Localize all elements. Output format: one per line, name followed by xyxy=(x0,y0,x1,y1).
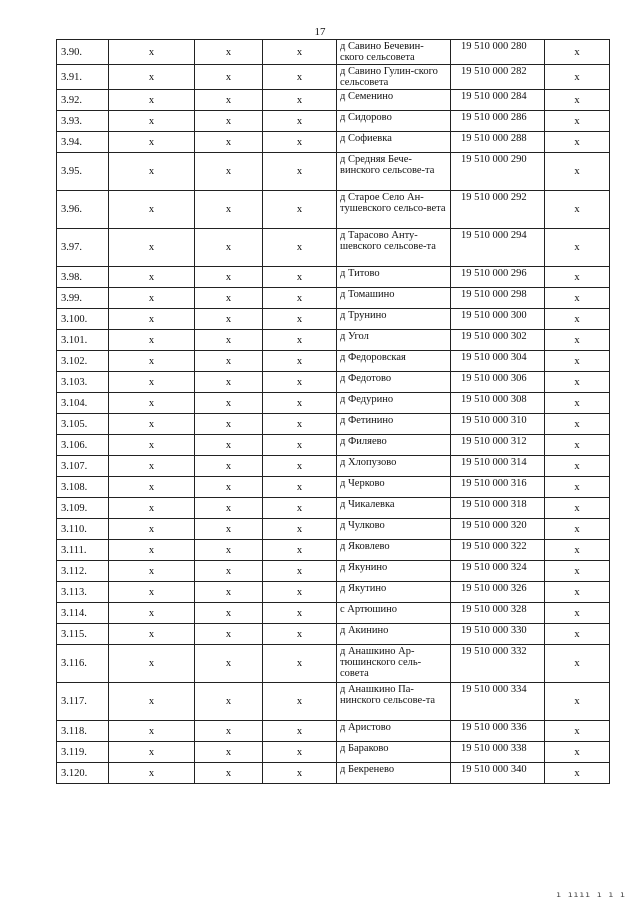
settlement-name: д Трунино xyxy=(337,309,451,330)
row-number: 3.110. xyxy=(57,519,109,540)
cell-col2: x xyxy=(109,309,195,330)
row-number: 3.96. xyxy=(57,191,109,229)
settlement-name: д Черково xyxy=(337,477,451,498)
row-number: 3.118. xyxy=(57,721,109,742)
cell-col3: x xyxy=(195,763,263,784)
table-row xyxy=(57,153,610,191)
cell-col2: x xyxy=(109,498,195,519)
cell-col7: x xyxy=(545,40,610,65)
cell-col4: x xyxy=(263,372,337,393)
row-number: 3.109. xyxy=(57,498,109,519)
settlement-name: д Савино Бечевин-ского сельсовета xyxy=(337,40,451,65)
cell-col2: x xyxy=(109,153,195,191)
settlement-name: д Тарасово Анту-шевского сельсове-та xyxy=(337,229,451,267)
row-number: 3.90. xyxy=(57,40,109,65)
cell-col3: x xyxy=(195,330,263,351)
table-row xyxy=(57,742,610,763)
cell-col4: x xyxy=(263,40,337,65)
row-number: 3.99. xyxy=(57,288,109,309)
cell-col2: x xyxy=(109,267,195,288)
table-row xyxy=(57,645,610,683)
row-number: 3.101. xyxy=(57,330,109,351)
oktmo-code: 19 510 000 306 xyxy=(451,372,545,393)
settlement-name: д Угол xyxy=(337,330,451,351)
cell-col3: x xyxy=(195,582,263,603)
settlement-name: с Артюшино xyxy=(337,603,451,624)
cell-col4: x xyxy=(263,721,337,742)
cell-col4: x xyxy=(263,435,337,456)
cell-col4: x xyxy=(263,351,337,372)
table-row xyxy=(57,498,610,519)
oktmo-code: 19 510 000 316 xyxy=(451,477,545,498)
settlement-name: д Акинино xyxy=(337,624,451,645)
oktmo-code: 19 510 000 286 xyxy=(451,111,545,132)
oktmo-code: 19 510 000 282 xyxy=(451,65,545,90)
cell-col2: x xyxy=(109,477,195,498)
oktmo-code: 19 510 000 300 xyxy=(451,309,545,330)
cell-col7: x xyxy=(545,645,610,683)
settlement-name: д Чикалевка xyxy=(337,498,451,519)
table-row xyxy=(57,351,610,372)
cell-col4: x xyxy=(263,229,337,267)
cell-col3: x xyxy=(195,153,263,191)
table-row xyxy=(57,111,610,132)
settlement-name: д Фетинино xyxy=(337,414,451,435)
cell-col2: x xyxy=(109,351,195,372)
cell-col2: x xyxy=(109,456,195,477)
settlement-name: д Томашино xyxy=(337,288,451,309)
oktmo-code: 19 510 000 330 xyxy=(451,624,545,645)
cell-col2: x xyxy=(109,721,195,742)
table-row xyxy=(57,288,610,309)
cell-col2: x xyxy=(109,414,195,435)
row-number: 3.95. xyxy=(57,153,109,191)
table-row xyxy=(57,229,610,267)
cell-col4: x xyxy=(263,456,337,477)
cell-col4: x xyxy=(263,603,337,624)
cell-col3: x xyxy=(195,721,263,742)
oktmo-code: 19 510 000 298 xyxy=(451,288,545,309)
table-row xyxy=(57,309,610,330)
row-number: 3.112. xyxy=(57,561,109,582)
cell-col2: x xyxy=(109,229,195,267)
row-number: 3.94. xyxy=(57,132,109,153)
cell-col2: x xyxy=(109,90,195,111)
settlement-name: д Филяево xyxy=(337,435,451,456)
cell-col3: x xyxy=(195,40,263,65)
cell-col4: x xyxy=(263,477,337,498)
cell-col7: x xyxy=(545,498,610,519)
cell-col2: x xyxy=(109,65,195,90)
settlement-name: д Бекренево xyxy=(337,763,451,784)
oktmo-code: 19 510 000 334 xyxy=(451,683,545,721)
row-number: 3.113. xyxy=(57,582,109,603)
cell-col4: x xyxy=(263,519,337,540)
table-row xyxy=(57,90,610,111)
cell-col2: x xyxy=(109,561,195,582)
settlement-name: д Титово xyxy=(337,267,451,288)
cell-col2: x xyxy=(109,683,195,721)
table-row xyxy=(57,435,610,456)
cell-col7: x xyxy=(545,477,610,498)
cell-col7: x xyxy=(545,309,610,330)
table-row xyxy=(57,132,610,153)
row-number: 3.100. xyxy=(57,309,109,330)
cell-col7: x xyxy=(545,519,610,540)
cell-col7: x xyxy=(545,763,610,784)
oktmo-code: 19 510 000 280 xyxy=(451,40,545,65)
cell-col3: x xyxy=(195,456,263,477)
row-number: 3.107. xyxy=(57,456,109,477)
cell-col4: x xyxy=(263,763,337,784)
cell-col7: x xyxy=(545,111,610,132)
cell-col3: x xyxy=(195,540,263,561)
settlements-table xyxy=(56,39,610,784)
oktmo-code: 19 510 000 328 xyxy=(451,603,545,624)
settlement-name: д Федурино xyxy=(337,393,451,414)
row-number: 3.102. xyxy=(57,351,109,372)
cell-col7: x xyxy=(545,65,610,90)
cell-col3: x xyxy=(195,90,263,111)
cell-col3: x xyxy=(195,435,263,456)
cell-col2: x xyxy=(109,288,195,309)
settlement-name: д Сидорово xyxy=(337,111,451,132)
cell-col3: x xyxy=(195,414,263,435)
table-row xyxy=(57,763,610,784)
cell-col4: x xyxy=(263,90,337,111)
cell-col7: x xyxy=(545,540,610,561)
row-number: 3.114. xyxy=(57,603,109,624)
cell-col4: x xyxy=(263,309,337,330)
cell-col4: x xyxy=(263,582,337,603)
cell-col4: x xyxy=(263,414,337,435)
cell-col7: x xyxy=(545,132,610,153)
row-number: 3.93. xyxy=(57,111,109,132)
settlement-name: д Якунино xyxy=(337,561,451,582)
table-row xyxy=(57,683,610,721)
cell-col2: x xyxy=(109,132,195,153)
cell-col4: x xyxy=(263,645,337,683)
oktmo-code: 19 510 000 302 xyxy=(451,330,545,351)
page-number: 17 xyxy=(314,26,326,38)
table-row xyxy=(57,561,610,582)
row-number: 3.97. xyxy=(57,229,109,267)
cell-col2: x xyxy=(109,540,195,561)
cell-col3: x xyxy=(195,111,263,132)
cell-col7: x xyxy=(545,330,610,351)
cell-col4: x xyxy=(263,498,337,519)
table-row xyxy=(57,540,610,561)
cell-col2: x xyxy=(109,582,195,603)
cell-col2: x xyxy=(109,624,195,645)
cell-col3: x xyxy=(195,288,263,309)
settlement-name: д Якутино xyxy=(337,582,451,603)
table-row xyxy=(57,582,610,603)
settlement-name: д Анашкино Па-нинского сельсове-та xyxy=(337,683,451,721)
oktmo-code: 19 510 000 322 xyxy=(451,540,545,561)
cell-col4: x xyxy=(263,683,337,721)
row-number: 3.117. xyxy=(57,683,109,721)
table-row xyxy=(57,267,610,288)
cell-col3: x xyxy=(195,267,263,288)
cell-col3: x xyxy=(195,645,263,683)
cell-col2: x xyxy=(109,372,195,393)
cell-col3: x xyxy=(195,132,263,153)
table-row xyxy=(57,519,610,540)
cell-col4: x xyxy=(263,153,337,191)
cell-col2: x xyxy=(109,763,195,784)
cell-col7: x xyxy=(545,456,610,477)
table-row xyxy=(57,624,610,645)
cell-col2: x xyxy=(109,742,195,763)
row-number: 3.91. xyxy=(57,65,109,90)
cell-col3: x xyxy=(195,393,263,414)
oktmo-code: 19 510 000 284 xyxy=(451,90,545,111)
cell-col7: x xyxy=(545,683,610,721)
oktmo-code: 19 510 000 338 xyxy=(451,742,545,763)
settlement-name: д Семенино xyxy=(337,90,451,111)
table-row xyxy=(57,65,610,90)
settlement-name: д Яковлево xyxy=(337,540,451,561)
cell-col3: x xyxy=(195,351,263,372)
table-row xyxy=(57,477,610,498)
cell-col4: x xyxy=(263,561,337,582)
cell-col3: x xyxy=(195,372,263,393)
settlement-name: д Бараково xyxy=(337,742,451,763)
cell-col4: x xyxy=(263,624,337,645)
cell-col7: x xyxy=(545,90,610,111)
cell-col7: x xyxy=(545,603,610,624)
cell-col7: x xyxy=(545,624,610,645)
table-row xyxy=(57,603,610,624)
cell-col2: x xyxy=(109,40,195,65)
cell-col4: x xyxy=(263,267,337,288)
cell-col2: x xyxy=(109,330,195,351)
cell-col2: x xyxy=(109,191,195,229)
cell-col4: x xyxy=(263,393,337,414)
row-number: 3.115. xyxy=(57,624,109,645)
cell-col2: x xyxy=(109,111,195,132)
settlement-name: д Савино Гулин-ского сельсовета xyxy=(337,65,451,90)
settlement-name: д Федотово xyxy=(337,372,451,393)
settlement-name: д Федоровская xyxy=(337,351,451,372)
cell-col3: x xyxy=(195,624,263,645)
oktmo-code: 19 510 000 340 xyxy=(451,763,545,784)
table-row xyxy=(57,191,610,229)
oktmo-code: 19 510 000 304 xyxy=(451,351,545,372)
settlement-name: д Средняя Бече-винского сельсове-та xyxy=(337,153,451,191)
cell-col7: x xyxy=(545,372,610,393)
cell-col7: x xyxy=(545,153,610,191)
cell-col7: x xyxy=(545,582,610,603)
row-number: 3.92. xyxy=(57,90,109,111)
table-row xyxy=(57,393,610,414)
settlement-name: д Аристово xyxy=(337,721,451,742)
row-number: 3.98. xyxy=(57,267,109,288)
cell-col3: x xyxy=(195,498,263,519)
settlement-name: д Чулково xyxy=(337,519,451,540)
oktmo-code: 19 510 000 296 xyxy=(451,267,545,288)
oktmo-code: 19 510 000 314 xyxy=(451,456,545,477)
footer-marks: ı ıııı ı ı ı xyxy=(556,890,626,899)
cell-col7: x xyxy=(545,393,610,414)
row-number: 3.103. xyxy=(57,372,109,393)
oktmo-code: 19 510 000 288 xyxy=(451,132,545,153)
cell-col4: x xyxy=(263,65,337,90)
cell-col3: x xyxy=(195,229,263,267)
table-row xyxy=(57,414,610,435)
cell-col3: x xyxy=(195,603,263,624)
cell-col7: x xyxy=(545,721,610,742)
cell-col4: x xyxy=(263,742,337,763)
row-number: 3.104. xyxy=(57,393,109,414)
oktmo-code: 19 510 000 294 xyxy=(451,229,545,267)
cell-col4: x xyxy=(263,330,337,351)
row-number: 3.116. xyxy=(57,645,109,683)
cell-col7: x xyxy=(545,561,610,582)
oktmo-code: 19 510 000 320 xyxy=(451,519,545,540)
cell-col3: x xyxy=(195,683,263,721)
oktmo-code: 19 510 000 318 xyxy=(451,498,545,519)
oktmo-code: 19 510 000 332 xyxy=(451,645,545,683)
table-row xyxy=(57,330,610,351)
row-number: 3.105. xyxy=(57,414,109,435)
cell-col7: x xyxy=(545,414,610,435)
row-number: 3.108. xyxy=(57,477,109,498)
row-number: 3.111. xyxy=(57,540,109,561)
cell-col4: x xyxy=(263,288,337,309)
cell-col4: x xyxy=(263,540,337,561)
cell-col2: x xyxy=(109,435,195,456)
cell-col3: x xyxy=(195,477,263,498)
table-row xyxy=(57,456,610,477)
cell-col3: x xyxy=(195,65,263,90)
cell-col7: x xyxy=(545,288,610,309)
row-number: 3.119. xyxy=(57,742,109,763)
cell-col3: x xyxy=(195,309,263,330)
cell-col2: x xyxy=(109,603,195,624)
cell-col2: x xyxy=(109,645,195,683)
oktmo-code: 19 510 000 292 xyxy=(451,191,545,229)
settlement-name: д Анашкино Ар-тюшинского сель-совета xyxy=(337,645,451,683)
cell-col4: x xyxy=(263,191,337,229)
oktmo-code: 19 510 000 336 xyxy=(451,721,545,742)
oktmo-code: 19 510 000 290 xyxy=(451,153,545,191)
cell-col7: x xyxy=(545,267,610,288)
cell-col7: x xyxy=(545,191,610,229)
cell-col4: x xyxy=(263,111,337,132)
table-row xyxy=(57,721,610,742)
cell-col3: x xyxy=(195,561,263,582)
settlement-name: д Хлопузово xyxy=(337,456,451,477)
table-body xyxy=(57,40,610,784)
cell-col7: x xyxy=(545,742,610,763)
cell-col3: x xyxy=(195,519,263,540)
cell-col7: x xyxy=(545,435,610,456)
oktmo-code: 19 510 000 326 xyxy=(451,582,545,603)
row-number: 3.120. xyxy=(57,763,109,784)
cell-col2: x xyxy=(109,393,195,414)
cell-col7: x xyxy=(545,229,610,267)
table-row xyxy=(57,372,610,393)
oktmo-code: 19 510 000 310 xyxy=(451,414,545,435)
table-row xyxy=(57,40,610,65)
cell-col3: x xyxy=(195,191,263,229)
cell-col4: x xyxy=(263,132,337,153)
row-number: 3.106. xyxy=(57,435,109,456)
oktmo-code: 19 510 000 324 xyxy=(451,561,545,582)
cell-col3: x xyxy=(195,742,263,763)
settlement-name: д Софиевка xyxy=(337,132,451,153)
cell-col7: x xyxy=(545,351,610,372)
oktmo-code: 19 510 000 312 xyxy=(451,435,545,456)
oktmo-code: 19 510 000 308 xyxy=(451,393,545,414)
settlement-name: д Старое Село Ан-тушевского сельсо-вета xyxy=(337,191,451,229)
cell-col2: x xyxy=(109,519,195,540)
